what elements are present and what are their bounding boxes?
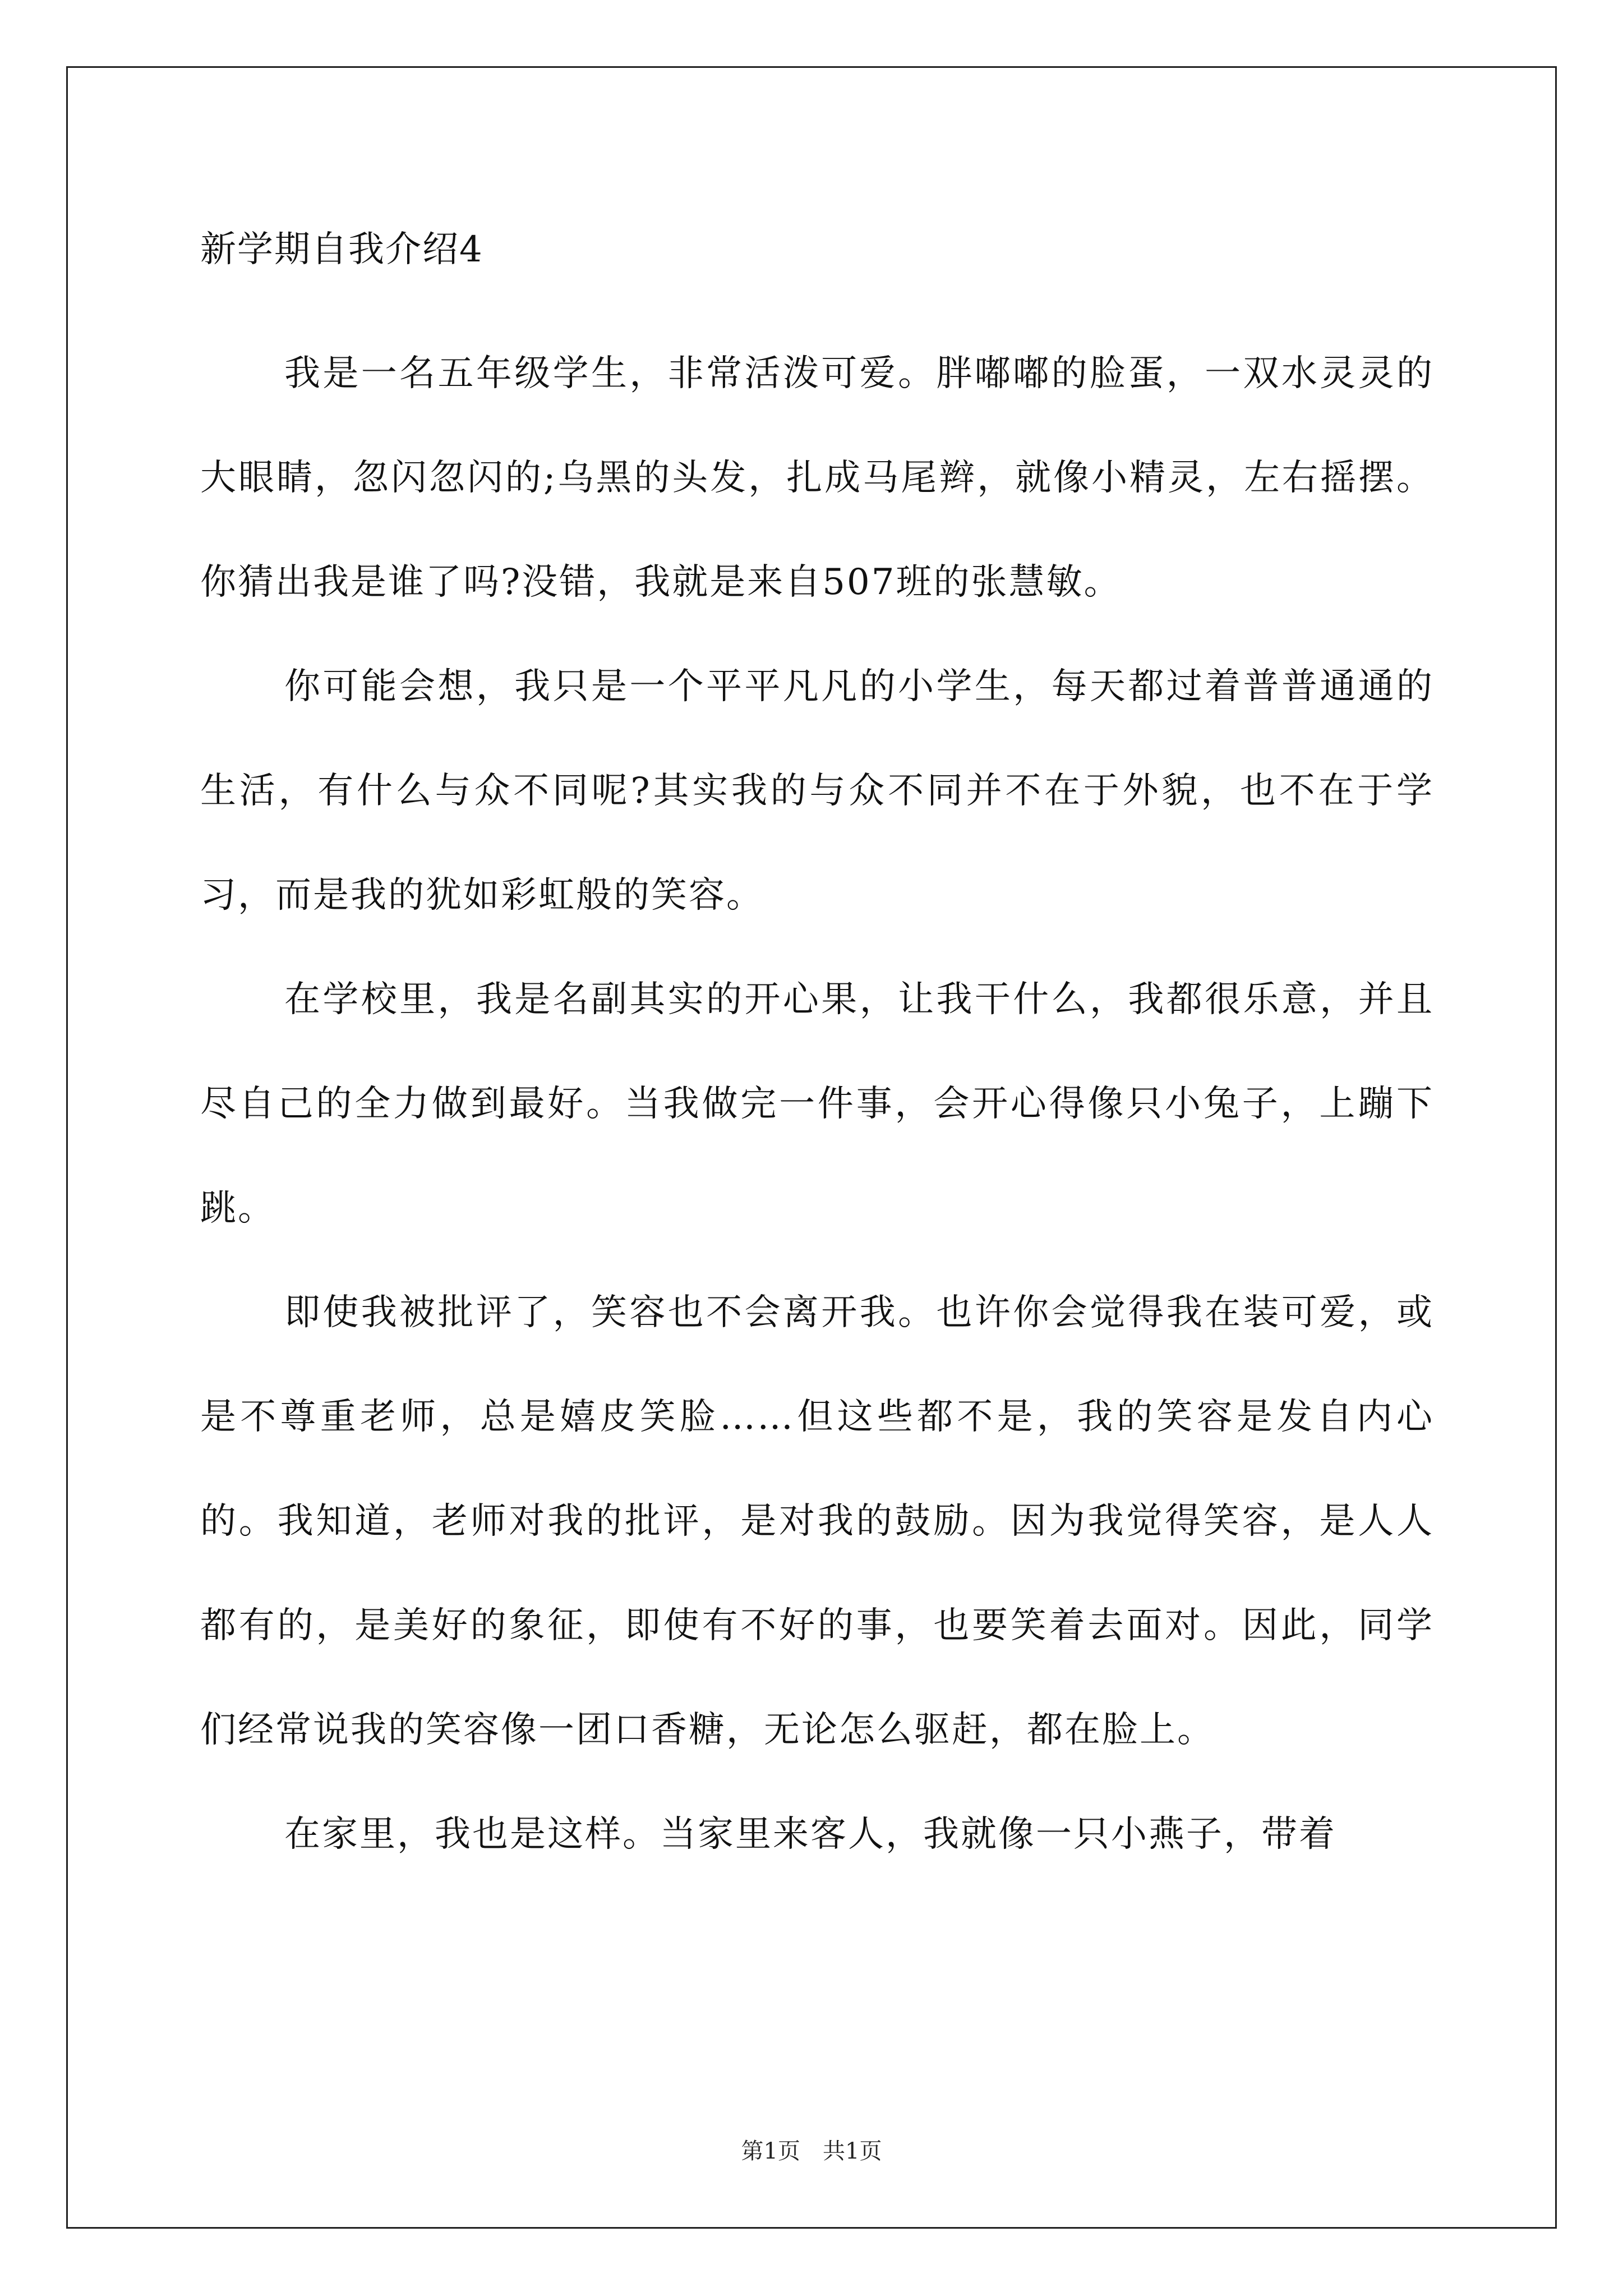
document-title: 新学期自我介绍4 (200, 229, 483, 270)
paragraph-5: 在家里，我也是这样。当家里来客人，我就像一只小燕子，带着 (284, 1814, 1336, 1855)
page-total: 共1页 (823, 2138, 882, 2164)
paragraph-2: 你可能会想，我只是一个平平凡凡的小学生，每天都过着普普通通的生活，有什么与众不同呢?其实我的与众不同并不在于外貌，也不在于学习，而是我的犹如彩虹般的笑容。 (200, 666, 1434, 916)
paragraph-1: 我是一名五年级学生，非常活泼可爱。胖嘟嘟的脸蛋，一双水灵灵的大眼睛，忽闪忽闪的;乌黑的头发，扎成马尾辫，就像小精灵，左右摇摆。你猜出我是谁了吗?没错，我就是来自507班的张慧敏。 (200, 353, 1434, 603)
page-number: 第1页 (741, 2138, 800, 2164)
paragraph-4: 即使我被批评了，笑容也不会离开我。也许你会觉得我在装可爱，或是不尊重老师，总是嬉皮笑脸……但这些都不是，我的笑容是发自内心的。我知道，老师对我的批评，是对我的鼓励。因为我觉得笑容，是人人都有的，是美好的象征，即使有不好的事，也要笑着去面对。因此，同学们经常说我的笑容像一团口香糖，无论怎么驱赶，都在脸上。 (200, 1292, 1434, 1751)
paragraph-3: 在学校里，我是名副其实的开心果，让我干什么，我都很乐意，并且尽自己的全力做到最好。当我做完一件事，会开心得像只小兔子，上蹦下跳。 (200, 979, 1434, 1229)
page-footer (0, 2134, 1623, 2168)
document-body (200, 222, 1434, 1887)
